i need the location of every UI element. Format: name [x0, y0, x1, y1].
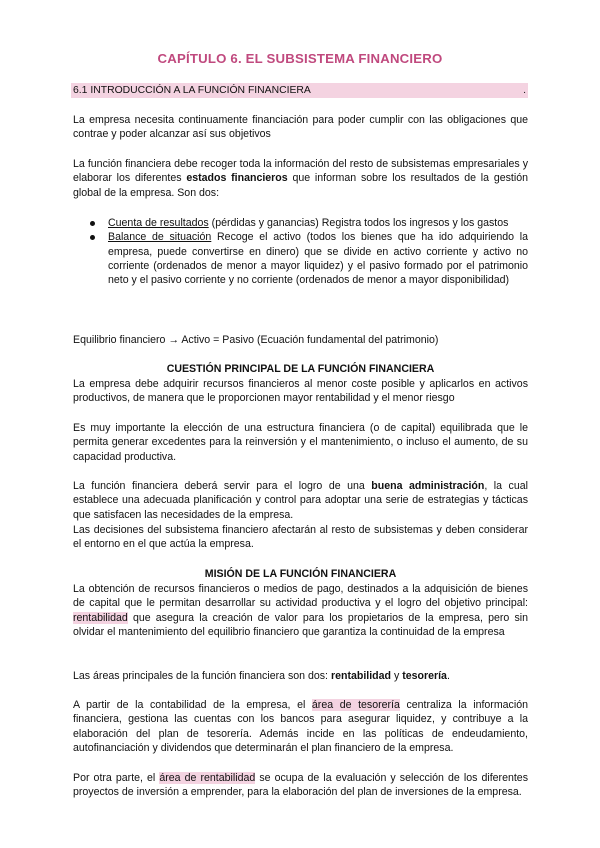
list-item: Balance de situación Recoge el activo (todos los bienes que ha ido adquiriendo la empresa, puede convertirse en dinero) que se divide en activo corriente y activo no corriente (ordenados de menor a mayor liquidez) y el pasivo formado por el patrimonio neto y el pasivo corriente y no corriente (ordenados de menor a mayor disponibilidad) [73, 230, 528, 287]
statements-list [73, 216, 528, 287]
decisions-paragraph: Las decisiones del subsistema financiero afectarán al resto de subsistemas y deben considerar el entorno en el que actúa la empresa. [73, 524, 528, 551]
intro-paragraph: La empresa necesita continuamente financiación para poder cumplir con las obligaciones que contrae y poder alcanzar así sus objetivos [73, 114, 528, 141]
chapter-title: CAPÍTULO 6. EL SUBSISTEMA FINANCIERO [157, 51, 443, 66]
statement-term: Balance de situación [108, 231, 212, 244]
mission-paragraph: La obtención de recursos financieros o medios de pago, destinados a la adquisición de bienes de capital que le permitan desarrollar su actividad productiva y el logro del objetivo principal: rentabilidad que asegura la creación de valor para los propietarios de la empresa, pero sin olvidar el mantenimiento del equilibrio financiero que garantiza la continuidad de la empresa [73, 583, 528, 638]
bold-term: buena administración [371, 480, 485, 492]
main-question-paragraph: La empresa debe adquirir recursos financieros al menor coste posible y aplicarlos en activos productivos, de manera que le proporcionen mayor rentabilidad y el menor riesgo [73, 378, 528, 405]
treasury-paragraph: A partir de la contabilidad de la empresa, el área de tesorería centraliza la información financiera, gestiona las cuentas con los bancos para asegurar liquidez, y contribuye a la elaboración del plan de tesorería. Además incide en las políticas de endeudamiento, autofinanciación y dividendos que determinarán el plan financiero de la empresa. [73, 699, 528, 754]
heading-main-question: CUESTIÓN PRINCIPAL DE LA FUNCIÓN FINANCIERA [166, 363, 435, 375]
structure-paragraph: Es muy importante la elección de una estructura financiera (o de capital) equilibrada que le permita generar excedentes para la reinversión y el mantenimiento, o incluso el aumento, de su capacidad productiva. [73, 422, 528, 463]
highlighted-term: área de rentabilidad [159, 772, 256, 784]
heading-mission: MISIÓN DE LA FUNCIÓN FINANCIERA [204, 568, 397, 580]
profitability-paragraph: Por otra parte, el área de rentabilidad se ocupa de la evaluación y selección de los diferentes proyectos de inversión a emprender, para la elaboración del plan de inversiones de la empresa. [73, 772, 528, 799]
bold-term: estados financieros [186, 172, 288, 185]
highlighted-term: área de tesorería [311, 699, 400, 711]
function-paragraph: La función financiera debe recoger toda la información del resto de subsistemas empresariales y elaborar los diferentes estados financieros que informan sobre los resultados de la gestión global de la empresa. Son dos: [73, 158, 529, 199]
bold-term: rentabilidad [330, 670, 391, 682]
section-label: 6.1 INTRODUCCIÓN A LA FUNCIÓN FINANCIERA [73, 85, 311, 96]
administration-paragraph: La función financiera deberá servir para el logro de una buena administración, la cual establece una adecuada planificación y control para adoptar una serie de estrategias y tácticas que satisfacen las necesidades de la empresa. [73, 480, 528, 521]
section-heading [71, 83, 528, 98]
equilibrium-line: Equilibrio financiero → Activo = Pasivo (Ecuación fundamental del patrimonio) [73, 334, 439, 346]
statement-term: Cuenta de resultados [108, 217, 209, 229]
highlighted-term: rentabilidad [73, 611, 128, 624]
list-item: Cuenta de resultados (pérdidas y ganancias) Registra todos los ingresos y los gastos [73, 216, 528, 230]
section-trailing-dot: . [523, 85, 526, 96]
areas-paragraph: Las áreas principales de la función financiera son dos: rentabilidad y tesorería. [73, 670, 450, 682]
bold-term: tesorería [402, 670, 447, 682]
